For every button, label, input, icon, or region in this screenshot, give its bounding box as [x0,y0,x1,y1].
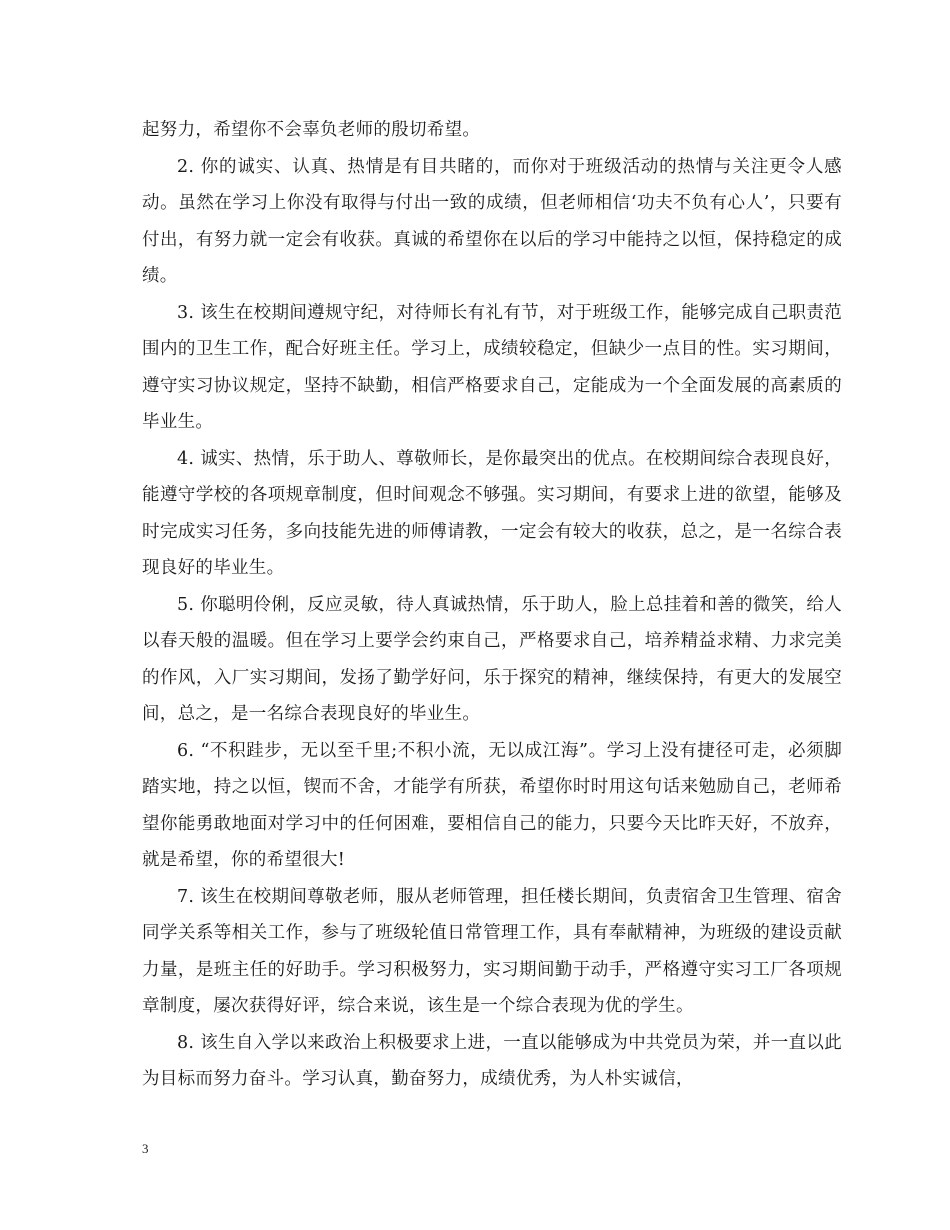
document-body [142,112,842,1098]
paragraph-item-7: 7. 该生在校期间尊敬老师，服从老师管理，担任楼长期间，负责宿舍卫生管理、宿舍同学关系等相关工作，参与了班级轮值日常管理工作，具有奉献精神，为班级的建设贡献力量，是班主任的好助手。学习积极努力，实习期间勤于动手，严格遵守实习工厂各项规章制度，屡次获得好评，综合来说，该生是一个综合表现为优的学生。 [142,886,842,1016]
paragraph-continuation: 起努力，希望你不会辜负老师的殷切希望。 [142,120,481,140]
paragraph-item-4: 4. 诚实、热情，乐于助人、尊敬师长，是你最突出的优点。在校期间综合表现良好，能遵守学校的各项规章制度，但时间观念不够强。实习期间，有要求上进的欲望，能够及时完成实习任务，多向技能先进的师傅请教，一定会有较大的收获，总之，是一名综合表现良好的毕业生。 [142,448,842,578]
paragraph-item-2: 2. 你的诚实、认真、热情是有目共睹的，而你对于班级活动的热情与关注更令人感动。虽然在学习上你没有取得与付出一致的成绩，但老师相信‘功夫不负有心人’，只要有付出，有努力就一定会有收获。真诚的希望你在以后的学习中能持之以恒，保持稳定的成绩。 [142,156,842,286]
paragraph-item-5: 5. 你聪明伶俐，反应灵敏，待人真诚热情，乐于助人，脸上总挂着和善的微笑，给人以春天般的温暖。但在学习上要学会约束自己，严格要求自己，培养精益求精、力求完美的作风，入厂实习期间，发扬了勤学好问，乐于探究的精神，继续保持，有更大的发展空间，总之，是一名综合表现良好的毕业生。 [142,594,842,724]
paragraph-item-8: 8. 该生自入学以来政治上积极要求上进，一直以能够成为中共党员为荣，并一直以此为目标而努力奋斗。学习认真，勤奋努力，成绩优秀，为人朴实诚信， [142,1032,842,1089]
paragraph-item-3: 3. 该生在校期间遵规守纪，对待师长有礼有节，对于班级工作，能够完成自己职责范围内的卫生工作，配合好班主任。学习上，成绩较稳定，但缺少一点目的性。实习期间，遵守实习协议规定，坚持不缺勤，相信严格要求自己，定能成为一个全面发展的高素质的毕业生。 [142,302,842,432]
paragraph-item-6: 6. “不积跬步，无以至千里;不积小流，无以成江海”。学习上没有捷径可走，必须脚踏实地，持之以恒，锲而不舍，才能学有所获，希望你时时用这句话来勉励自己，老师希望你能勇敢地面对学习中的任何困难，要相信自己的能力，只要今天比昨天好，不放弃，就是希望，你的希望很大! [142,740,842,870]
page-number: 3 [142,1141,149,1156]
